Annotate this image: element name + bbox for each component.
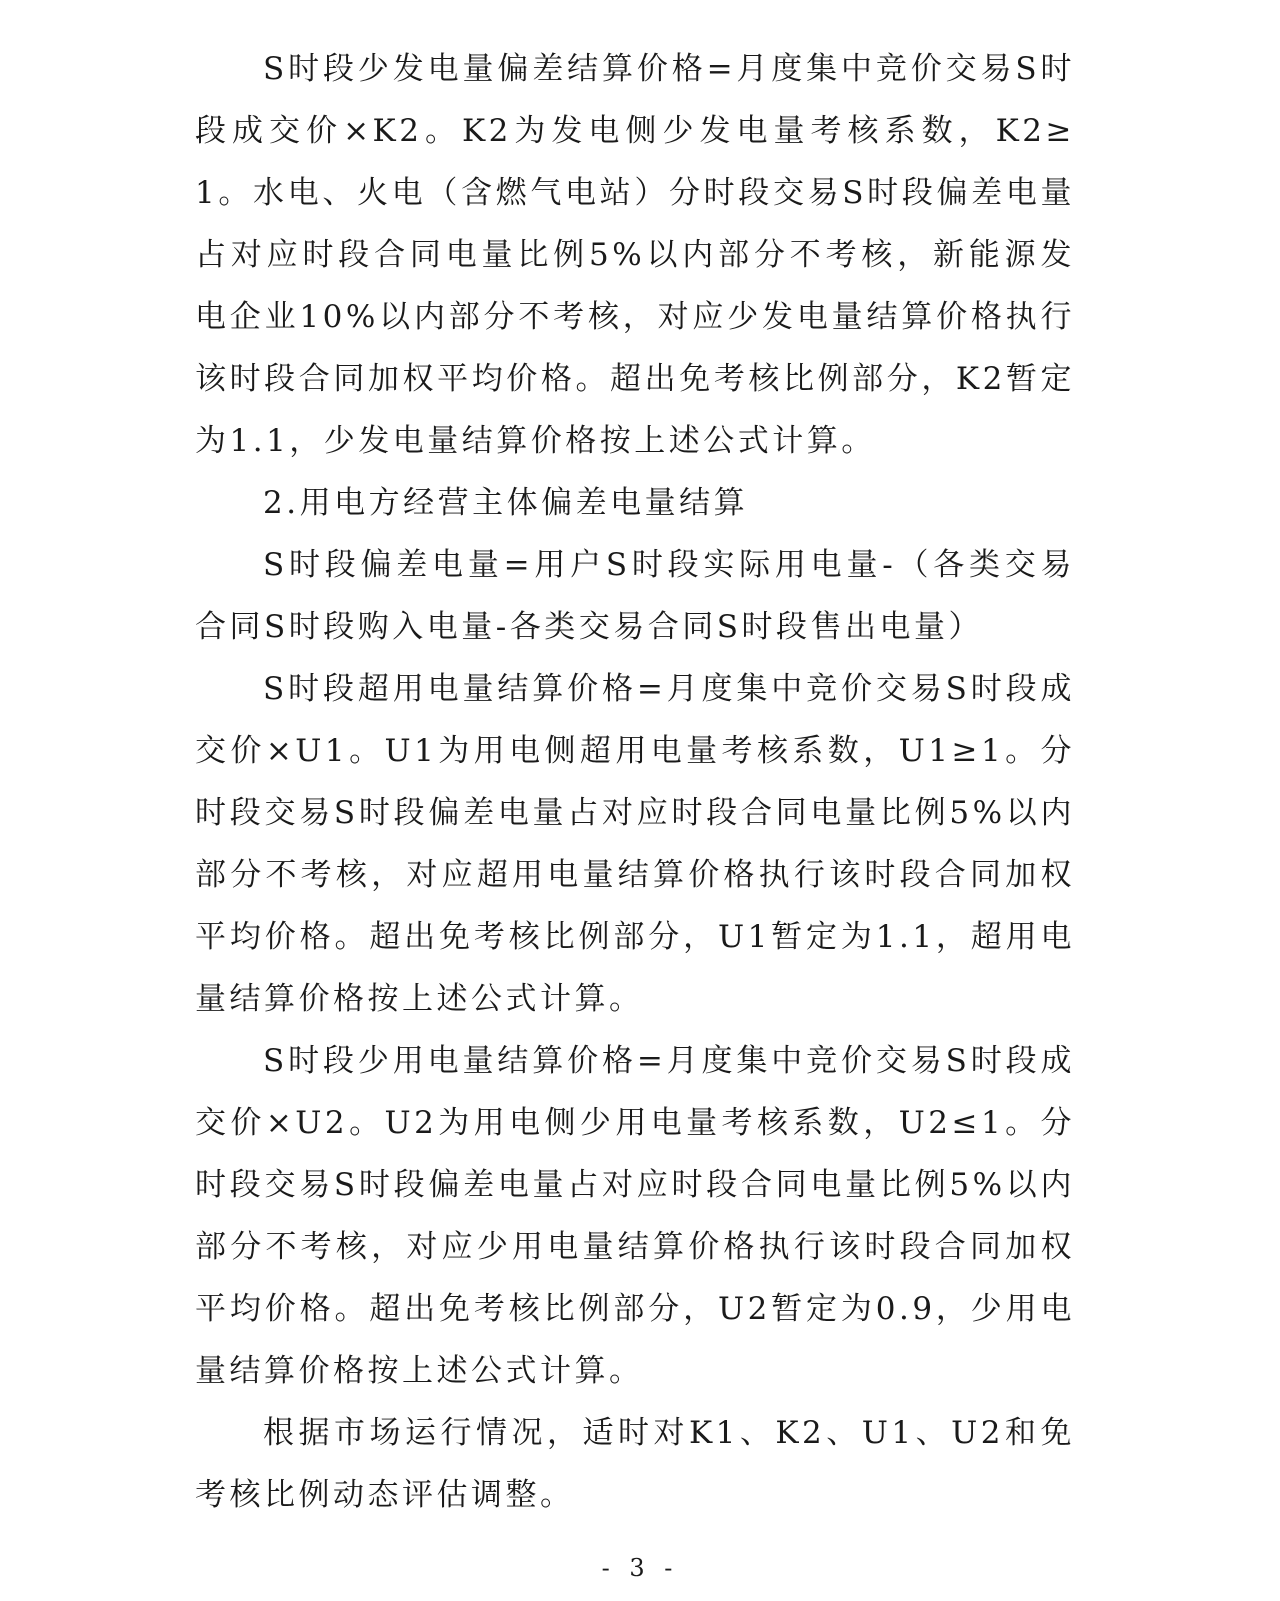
page-number: - 3 - [601,1554,679,1582]
document-body [195,38,1075,1526]
section-heading-consumer-deviation: 2.用电方经营主体偏差电量结算 [263,485,749,521]
paragraph-dynamic-adjustment: 根据市场运行情况，适时对K1、K2、U1、U2和免考核比例动态评估调整。 [195,1415,1075,1513]
paragraph-k2-settlement: S时段少发电量偏差结算价格=月度集中竞价交易S时段成交价×K2。K2为发电侧少发电量考核系数，K2≥1。水电、火电（含燃气电站）分时段交易S时段偏差电量占对应时段合同电量比例5%以内部分不考核，新能源发电企业10%以内部分不考核，对应少发电量结算价格执行该时段合同加权平均价格。超出免考核比例部分，K2暂定为1.1，少发电量结算价格按上述公式计算。 [195,51,1075,459]
paragraph-u1-settlement: S时段超用电量结算价格=月度集中竞价交易S时段成交价×U1。U1为用电侧超用电量考核系数，U1≥1。分时段交易S时段偏差电量占对应时段合同电量比例5%以内部分不考核，对应超用电量结算价格执行该时段合同加权平均价格。超出免考核比例部分，U1暂定为1.1，超用电量结算价格按上述公式计算。 [195,671,1075,1017]
paragraph-u2-settlement: S时段少用电量结算价格=月度集中竞价交易S时段成交价×U2。U2为用电侧少用电量考核系数，U2≤1。分时段交易S时段偏差电量占对应时段合同电量比例5%以内部分不考核，对应少用电量结算价格执行该时段合同加权平均价格。超出免考核比例部分，U2暂定为0.9，少用电量结算价格按上述公式计算。 [195,1043,1075,1389]
paragraph-deviation-formula: S时段偏差电量=用户S时段实际用电量-（各类交易合同S时段购入电量-各类交易合同S时段售出电量） [195,547,1075,645]
